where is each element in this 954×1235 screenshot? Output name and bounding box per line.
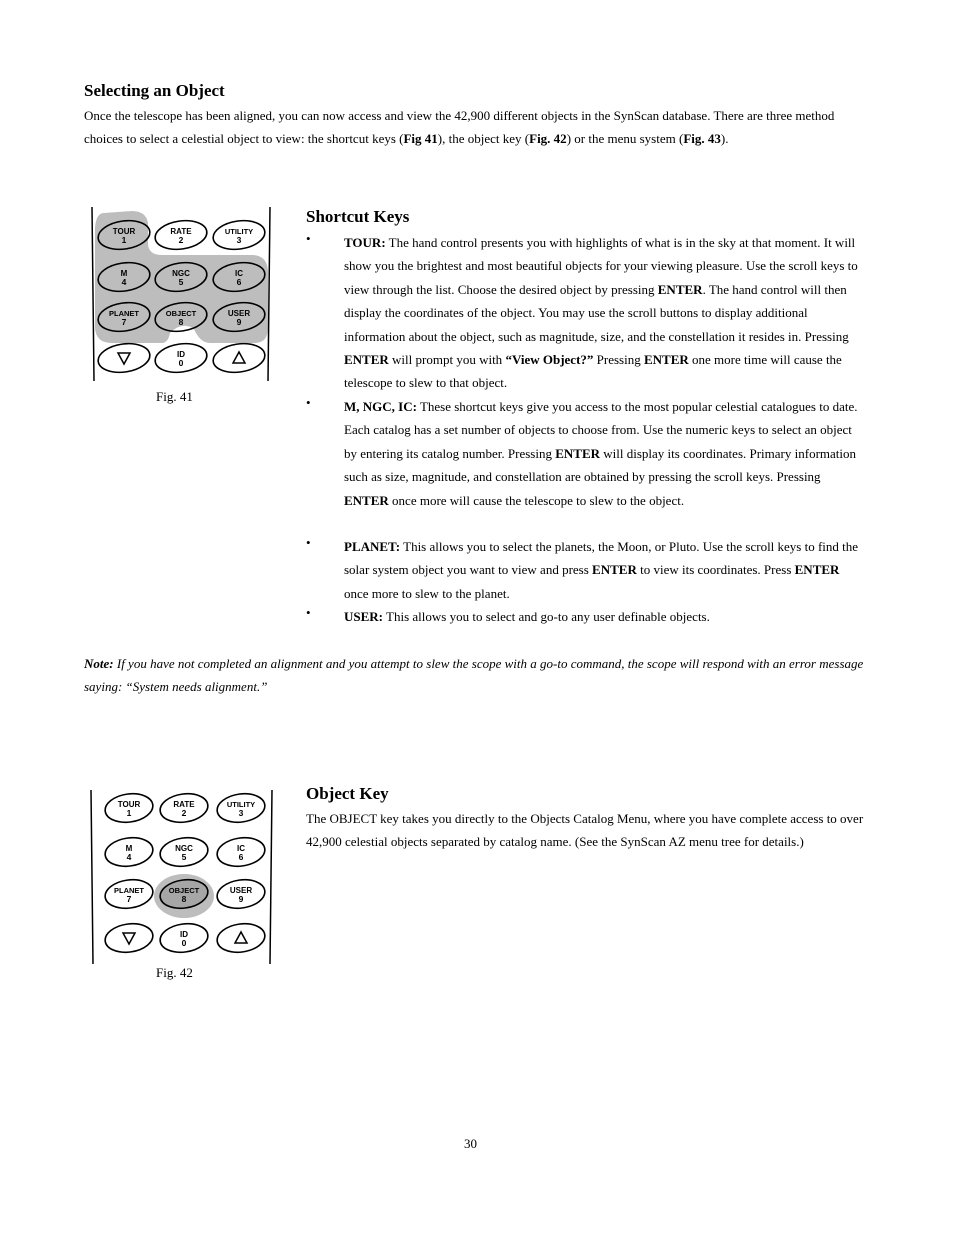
text-run: will display its coordinates. Primary information such as size, magnitude, and constellation are obtained by pressing the scroll keys. Pressing (344, 445, 857, 485)
key-name: PLANET (109, 309, 139, 318)
bold-run: USER: (344, 609, 384, 624)
key-number: 7 (121, 317, 127, 327)
text-run: Pressing (593, 352, 644, 368)
key-number: 7 (126, 894, 132, 904)
section-heading: Selecting an Object (84, 81, 225, 100)
text-run: . The hand control will then display the coordinates of the object. You may use the scroll buttons to display additional information about the object, such as magnitude, size, and the constellation it resides in. Pressing (344, 281, 849, 344)
key-number: 1 (121, 235, 127, 245)
key-name: IC (237, 844, 245, 853)
keypad-key (211, 341, 266, 376)
keypad-key (103, 791, 154, 825)
keypad-key (153, 341, 208, 376)
bold-run: ENTER (344, 492, 389, 508)
bullet-dot: • (306, 395, 311, 410)
keypad-key (211, 218, 266, 253)
bullet-planet-text (344, 535, 866, 605)
keypad-key (215, 921, 266, 955)
bold-run: TOUR: (344, 235, 386, 250)
bullet-user-text (344, 605, 866, 628)
keypad-key (96, 341, 151, 376)
fig41-caption: Fig. 41 (156, 389, 193, 404)
key-name: ID (180, 930, 188, 939)
key-name: M (125, 844, 133, 853)
bullet-dot: • (306, 535, 311, 550)
text-run: ), the object key ( (437, 131, 530, 147)
keypad-right-edge (270, 790, 272, 964)
text-run: once more will cause the telescope to slew to the object. (388, 492, 685, 508)
keypad-key (158, 791, 209, 825)
object-key-heading: Object Key (306, 784, 389, 803)
keypad-left-edge (92, 207, 94, 381)
bold-run: Fig. 42 (529, 131, 567, 147)
key-name: NGC (175, 844, 193, 853)
bullet-tour-text (344, 231, 866, 395)
key-number: 4 (121, 277, 127, 287)
key-number: 3 (238, 808, 244, 818)
key-number: 5 (181, 852, 187, 862)
key-name: NGC (172, 269, 190, 278)
keypad-right-edge (268, 207, 270, 381)
intro-paragraph (84, 104, 864, 151)
bold-run: ENTER (794, 562, 840, 578)
text-run: once more to slew to the planet. (344, 585, 510, 601)
text-run: one more time will cause the telescope to slew to that object. (344, 352, 842, 391)
bold-run: ENTER (592, 562, 637, 578)
key-name: USER (227, 309, 251, 318)
key-name: ID (177, 350, 185, 359)
keypad-key (103, 835, 154, 869)
key-number: 9 (236, 317, 242, 327)
key-name: IC (235, 269, 243, 278)
fig42-caption: Fig. 42 (156, 965, 193, 980)
keypad-key (153, 218, 208, 253)
scroll-up-icon (235, 932, 247, 943)
fig42-keypad (86, 786, 276, 968)
key-number: 2 (181, 808, 187, 818)
text-run: This allows you to select and go-to any user definable objects. (383, 609, 710, 624)
keypad-key (215, 877, 266, 911)
bold-run: ENTER (555, 445, 601, 461)
text-run: The hand control presents you with highlights of what is in the sky at that moment. It will show you the brightest and most beautiful objects for your viewing pleasure. Use the scroll keys to view through the list. Choose the desired object by pressing (344, 235, 858, 297)
key-name: TOUR (112, 227, 136, 236)
key-number: 1 (126, 808, 132, 818)
key-name: TOUR (117, 800, 141, 809)
note-paragraph (84, 652, 864, 699)
key-number: 0 (178, 358, 184, 368)
key-number: 5 (178, 277, 184, 287)
key-outline (215, 921, 266, 955)
key-number: 0 (181, 938, 187, 948)
page-number: 30 (464, 1136, 477, 1151)
bold-run: “View Object?” (505, 352, 594, 368)
keypad-key (158, 921, 209, 955)
scroll-down-icon (123, 933, 135, 944)
note-text: If you have not completed an alignment and you attempt to slew the scope with a go-to command, the scope will respond with an error message saying: “System needs alignment.” (84, 656, 864, 695)
bold-run: PLANET: (344, 539, 401, 554)
bullet-catalogs-text (344, 395, 866, 512)
key-outline (96, 341, 151, 376)
bold-run: Fig 41 (403, 131, 438, 147)
bullet-dot: • (306, 231, 311, 246)
text-run: ). (720, 131, 729, 147)
key-number: 8 (178, 317, 184, 327)
keypad-key (103, 921, 154, 955)
key-name: M (120, 269, 128, 278)
key-name: UTILITY (226, 800, 256, 809)
keypad-key (215, 835, 266, 869)
key-name: USER (229, 886, 253, 895)
text-run: This allows you to select the planets, the Moon, or Pluto. Use the scroll keys to find the solar system object you want to view and press (344, 539, 859, 578)
key-number: 6 (236, 277, 242, 287)
scroll-up-icon (233, 352, 245, 363)
bullet-dot: • (306, 605, 311, 620)
key-name: PLANET (114, 886, 144, 895)
text-run: ) or the menu system ( (566, 131, 684, 147)
key-number: 9 (238, 894, 244, 904)
keypad-key (158, 835, 209, 869)
key-number: 6 (238, 852, 244, 862)
key-name: RATE (170, 227, 192, 236)
scroll-down-icon (118, 353, 130, 364)
shortcut-heading: Shortcut Keys (306, 207, 410, 226)
text-run: Once the telescope has been aligned, you can now access and view the 42,900 different objects in the SynScan database. There are three method choices to select a celestial object to view: the shortcut keys ( (84, 108, 835, 147)
key-number: 8 (181, 894, 187, 904)
text-run: will prompt you with (388, 352, 506, 368)
keypad-key (103, 877, 154, 911)
key-name: RATE (173, 800, 195, 809)
bold-run: Fig. 43 (683, 131, 721, 147)
note-label: Note: (84, 656, 114, 671)
key-number: 3 (236, 235, 242, 245)
key-number: 4 (126, 852, 132, 862)
fig41-keypad (86, 203, 276, 385)
object-key-paragraph: The OBJECT key takes you directly to the Objects Catalog Menu, where you have complete access to over 42,900 celestial objects separated by catalog name. (See the SynScan AZ menu tree for details.) (306, 811, 864, 850)
keypad-key (215, 791, 266, 825)
text-run: to view its coordinates. Press (636, 562, 795, 578)
key-outline (211, 341, 266, 376)
key-name: UTILITY (224, 227, 254, 236)
keypad-left-edge (91, 790, 93, 964)
key-outline (103, 921, 154, 955)
bold-run: M, NGC, IC: (344, 399, 417, 414)
key-name: OBJECT (168, 886, 200, 895)
bold-run: ENTER (657, 281, 703, 297)
bold-run: ENTER (643, 352, 689, 368)
key-number: 2 (178, 235, 184, 245)
key-name: OBJECT (165, 309, 197, 318)
bold-run: ENTER (344, 352, 389, 368)
text-run: These shortcut keys give you access to the most popular celestial catalogues to date. Each catalog has a set number of objects to choose from. Use the numeric keys to select an object by entering its catalog number. Pressing (344, 399, 858, 461)
